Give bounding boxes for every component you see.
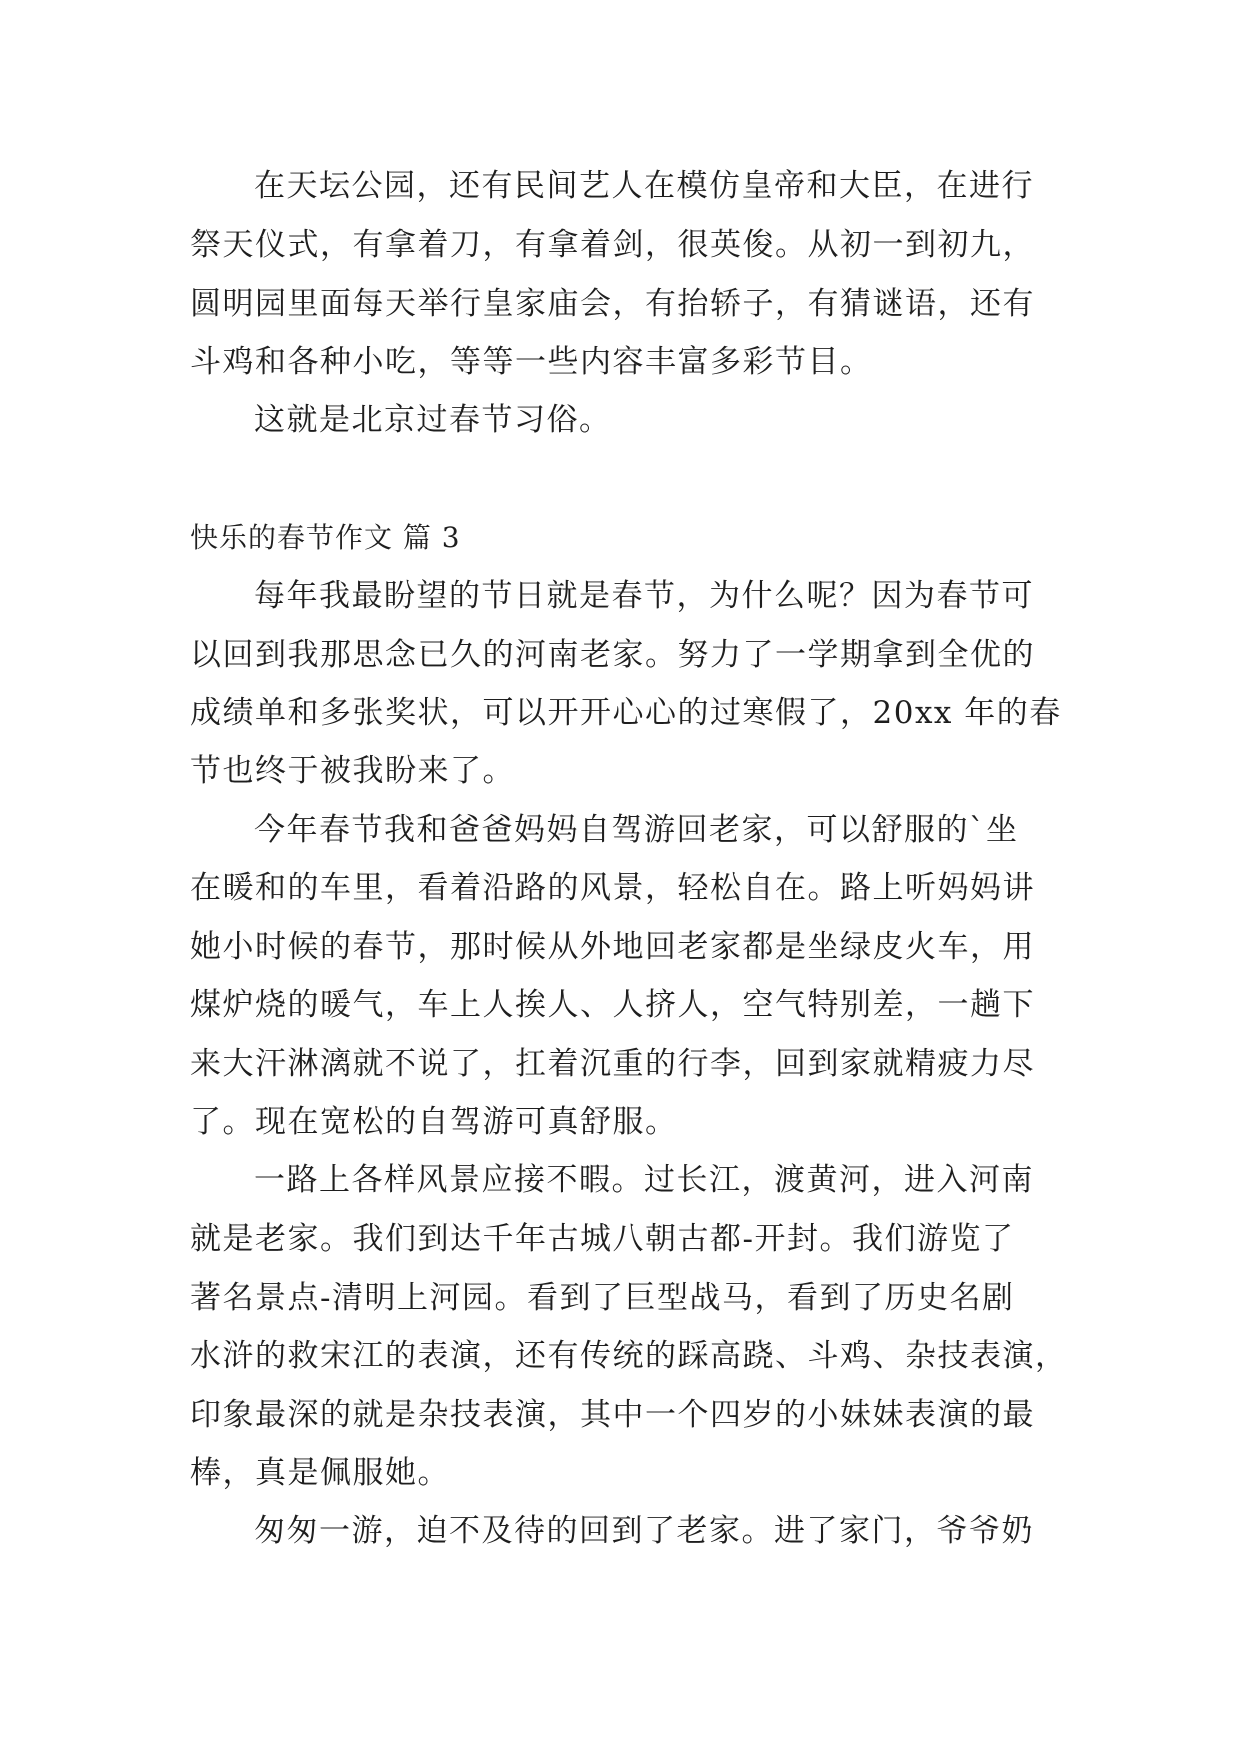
paragraph-line: 祭天仪式，有拿着刀，有拿着剑，很英俊。从初一到初九，	[190, 227, 1035, 263]
paragraph-line: 以回到我那思念已久的河南老家。努力了一学期拿到全优的	[190, 637, 1035, 673]
paragraph-line: 节也终于被我盼来了。	[190, 753, 515, 789]
section-heading: 快乐的春节作文 篇 3	[190, 521, 461, 554]
paragraph-line: 斗鸡和各种小吃，等等一些内容丰富多彩节目。	[190, 344, 873, 380]
paragraph-line: 了。现在宽松的自驾游可真舒服。	[190, 1104, 678, 1140]
paragraph-line: 成绩单和多张奖状，可以开开心心的过寒假了，20xx 年的春	[190, 695, 1062, 731]
paragraph-line: 水浒的救宋江的表演，还有传统的踩高跷、斗鸡、杂技表演，	[190, 1338, 1068, 1374]
paragraph-line: 煤炉烧的暖气，车上人挨人、人挤人，空气特别差，一趟下	[190, 987, 1035, 1023]
paragraph-line: 就是老家。我们到达千年古城八朝古都-开封。我们游览了	[190, 1221, 1015, 1257]
paragraph-line: 她小时候的春节，那时候从外地回老家都是坐绿皮火车，用	[190, 929, 1035, 965]
paragraph-line: 这就是北京过春节习俗。	[254, 402, 612, 438]
paragraph-line: 今年春节我和爸爸妈妈自驾游回老家，可以舒服的`坐	[254, 812, 1019, 848]
paragraph-line: 来大汗淋漓就不说了，扛着沉重的行李，回到家就精疲力尽	[190, 1046, 1035, 1082]
paragraph-line: 著名景点-清明上河园。看到了巨型战马，看到了历史名剧	[190, 1280, 1015, 1316]
paragraph-line: 匆匆一游，迫不及待的回到了老家。进了家门，爷爷奶	[254, 1513, 1034, 1549]
paragraph-line: 圆明园里面每天举行皇家庙会，有抬轿子，有猜谜语，还有	[190, 286, 1035, 322]
paragraph-line: 棒，真是佩服她。	[190, 1455, 450, 1491]
paragraph-line: 在暖和的车里，看着沿路的风景，轻松自在。路上听妈妈讲	[190, 870, 1035, 906]
paragraph-line: 一路上各样风景应接不暇。过长江，渡黄河，进入河南	[254, 1162, 1034, 1198]
paragraph-line: 每年我最盼望的节日就是春节，为什么呢？因为春节可	[254, 578, 1034, 614]
paragraph-line: 印象最深的就是杂技表演，其中一个四岁的小妹妹表演的最	[190, 1397, 1035, 1433]
paragraph-line: 在天坛公园，还有民间艺人在模仿皇帝和大臣，在进行	[254, 168, 1034, 204]
